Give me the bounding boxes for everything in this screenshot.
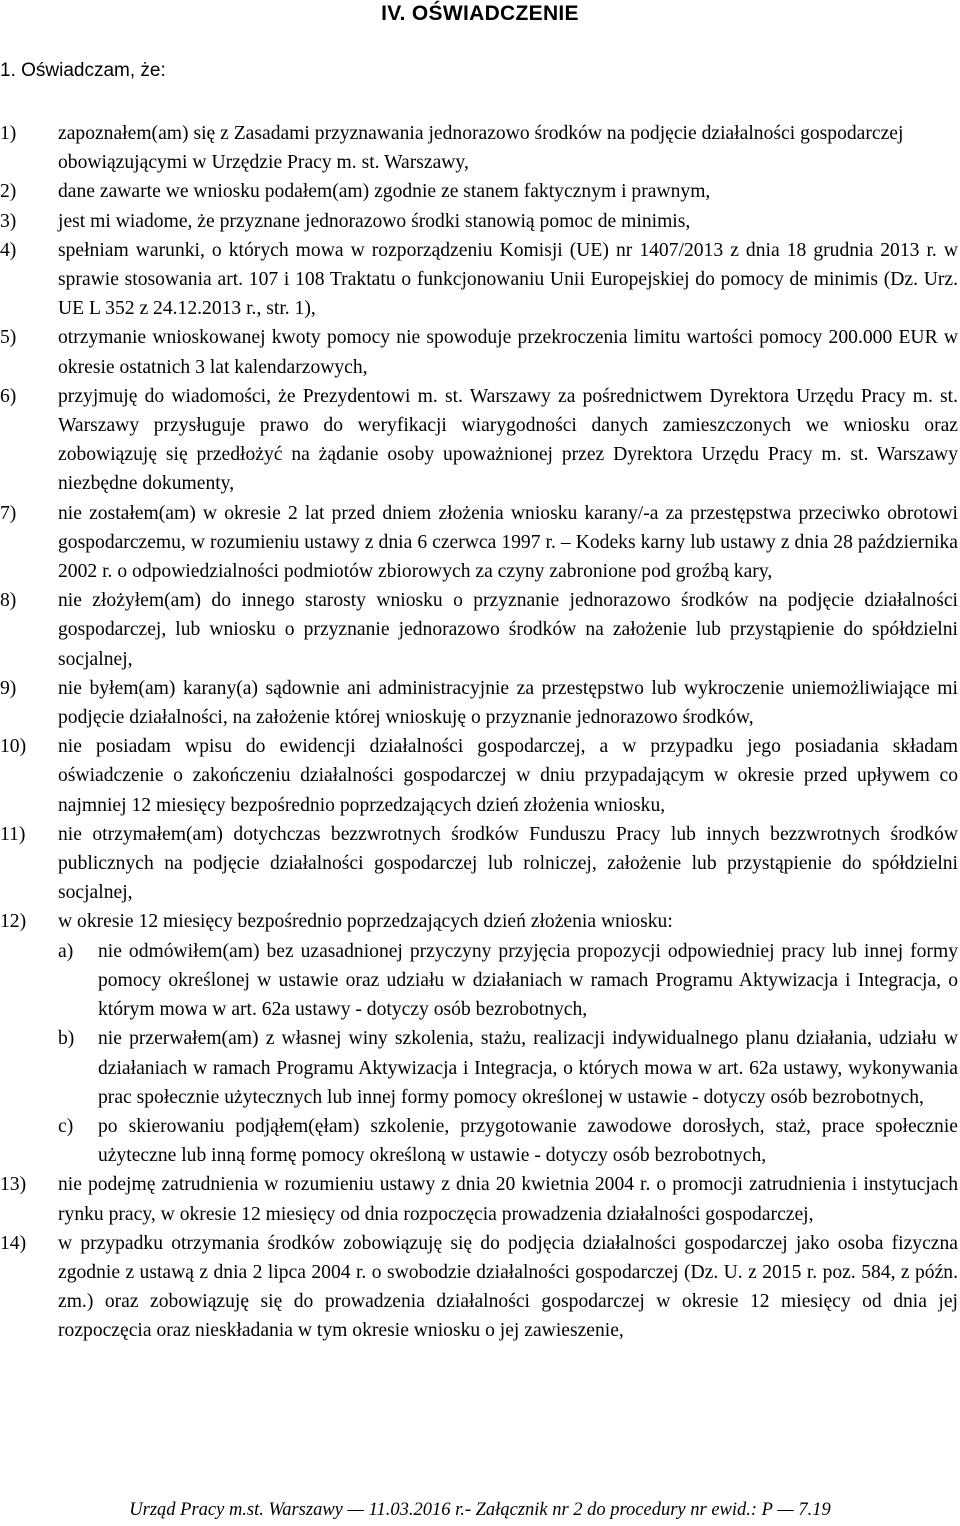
sub-item <box>0 1112 958 1170</box>
declaration-list <box>0 119 958 1346</box>
item-number: 10) <box>0 736 27 758</box>
item-number: 3) <box>0 210 17 232</box>
list-item <box>0 207 958 236</box>
list-item <box>0 674 958 732</box>
item-number: 14) <box>0 1232 27 1254</box>
list-item <box>0 1229 958 1346</box>
item-text: zapoznałem(am) się z Zasadami przyznawania jednorazowo środków na podjęcie działalności gospodarczej obowiązującymi w Urzędzie Pracy m. st. Warszawy, <box>58 123 904 174</box>
item-text: przyjmuję do wiadomości, że Prezydentowi m. st. Warszawy za pośrednictwem Dyrektora Urzędu Pracy m. st. Warszawy przysługuje prawo do weryfikacji wiarygodności danych zamieszczonych we wniosku oraz zobowiązuję się przedłożyć na żądanie osoby upoważnionej przez Dyrektora Urzędu Pracy m. st. Warszawy niezbędne dokumenty, <box>58 385 958 495</box>
list-item <box>0 907 958 936</box>
sub-item-text: nie odmówiłem(am) bez uzasadnionej przyczyny przyjęcia propozycji odpowiedniej pracy lub innej formy pomocy określonej w ustawie oraz udziału w działaniach w ramach Programu Aktywizacja i Integracja, o którym mowa w art. 62a ustawy - dotyczy osób bezrobotnych, <box>98 940 958 1021</box>
item-text: nie otrzymałem(am) dotychczas bezzwrotnych środków Funduszu Pracy lub innych bezzwrotnych środków publicznych na podjęcie działalności gospodarczej lub rolniczej, założenie lub przystąpienie do spółdzielni socjalnej, <box>58 823 958 904</box>
list-item <box>0 586 958 674</box>
list-item <box>0 177 958 206</box>
item-text: otrzymanie wnioskowanej kwoty pomocy nie spowoduje przekroczenia limitu wartości pomocy 200.000 EUR w okresie ostatnich 3 lat kalendarzowych, <box>58 327 958 378</box>
page-title: IV. OŚWIADCZENIE <box>381 2 579 25</box>
sub-item-text: po skierowaniu podjąłem(ęłam) szkolenie, przygotowanie zawodowe dorosłych, staż, prace społecznie użyteczne lub inną formę pomocy określoną w ustawie - dotyczy osób bezrobotnych, <box>98 1115 958 1167</box>
item-text: nie zostałem(am) w okresie 2 lat przed dniem złożenia wniosku karany/-a za przestępstwa przeciwko obrotowi gospodarczemu, w rozumieniu ustawy z dnia 6 czerwca 1997 r. – Kodeks karny lub ustawy z dnia 28 października 2002 r. o odpowiedzialności podmiotów zbiorowych za czyny zabronione pod groźbą kary, <box>58 502 958 583</box>
item-number: 5) <box>0 327 17 349</box>
item-number: 7) <box>0 502 17 524</box>
list-item <box>0 323 958 381</box>
sub-item-letter: c) <box>58 1115 74 1137</box>
item-text: nie byłem(am) karany(a) sądownie ani administracyjnie za przestępstwo lub wykroczenie uniemożliwiające mi podjęcie działalności, na założenie której wnioskuję o przyznanie jednorazowo środków, <box>58 677 958 729</box>
item-number: 1) <box>0 123 17 144</box>
item-number: 8) <box>0 590 17 612</box>
item-number: 2) <box>0 181 17 203</box>
item-text: w okresie 12 miesięcy bezpośrednio poprzedzających dzień złożenia wniosku: <box>58 911 673 933</box>
item-text: jest mi wiadome, że przyznane jednorazowo środki stanowią pomoc de minimis, <box>58 210 691 232</box>
list-item <box>0 499 958 587</box>
list-item <box>0 732 958 820</box>
list-item <box>0 236 958 324</box>
sub-item <box>0 1024 958 1112</box>
intro-statement: 1. Oświadczam, że: <box>0 60 166 81</box>
item-number: 12) <box>0 911 27 933</box>
list-item <box>0 1170 958 1228</box>
sub-item-letter: b) <box>58 1028 75 1050</box>
item-text: w przypadku otrzymania środków zobowiązuję się do podjęcia działalności gospodarczej jako osoba fizyczna zgodnie z ustawą z dnia 2 lipca 2004 r. o swobodzie działalności gospodarczej (Dz. U. z 2015 r. poz. 584, z późn. zm.) oraz zobowiązuję się do prowadzenia działalności gospodarczej w okresie 12 miesięcy od dnia jej rozpoczęcia oraz nieskładania w tym okresie wniosku o jej zawieszenie, <box>58 1232 958 1342</box>
item-text: nie podejmę zatrudnienia w rozumieniu ustawy z dnia 20 kwietnia 2004 r. o promocji zatrudnienia i instytucjach rynku pracy, w okresie 12 miesięcy od dnia rozpoczęcia prowadzenia działalności gospodarczej, <box>58 1174 958 1225</box>
sub-item-letter: a) <box>58 940 74 962</box>
page-footer: Urząd Pracy m.st. Warszawy — 11.03.2016 r.- Załącznik nr 2 do procedury nr ewid.: P — 7.19 <box>129 1500 831 1520</box>
item-number: 4) <box>0 239 17 261</box>
sub-item-text: nie przerwałem(am) z własnej winy szkolenia, stażu, realizacji indywidualnego planu działania, udziału w działaniach w ramach Programu Aktywizacja i Integracja, o których mowa w art. 62a ustawy, wykonywania prac społecznie użytecznych lub innej formy pomocy określonej w ustawie - dotyczy osób bezrobotnych, <box>98 1028 958 1108</box>
list-item <box>0 820 958 908</box>
item-number: 11) <box>0 823 26 845</box>
list-item <box>0 119 958 177</box>
item-number: 6) <box>0 385 17 407</box>
item-text: nie złożyłem(am) do innego starosty wniosku o przyznanie jednorazowo środków na podjęcie działalności gospodarczej, lub wniosku o przyznanie jednorazowo środków na założenie lub przystąpienie do spółdzielni socjalnej, <box>58 590 958 670</box>
list-item <box>0 382 958 499</box>
item-number: 13) <box>0 1174 27 1196</box>
item-text: nie posiadam wpisu do ewidencji działalności gospodarczej, a w przypadku jego posiadania składam oświadczenie o zakończeniu działalności gospodarczej w dniu przypadającym w okresie przed upływem co najmniej 12 miesięcy bezpośrednio poprzedzających dzień złożenia wniosku, <box>58 736 958 816</box>
sub-item <box>0 937 958 1025</box>
item-text: spełniam warunki, o których mowa w rozporządzeniu Komisji (UE) nr 1407/2013 z dnia 18 grudnia 2013 r. w sprawie stosowania art. 107 i 108 Traktatu o funkcjonowaniu Unii Europejskiej do pomocy de minimis (Dz. Urz. UE L 352 z 24.12.2013 r., str. 1), <box>58 239 958 320</box>
item-number: 9) <box>0 677 17 699</box>
item-text: dane zawarte we wniosku podałem(am) zgodnie ze stanem faktycznym i prawnym, <box>58 181 711 203</box>
